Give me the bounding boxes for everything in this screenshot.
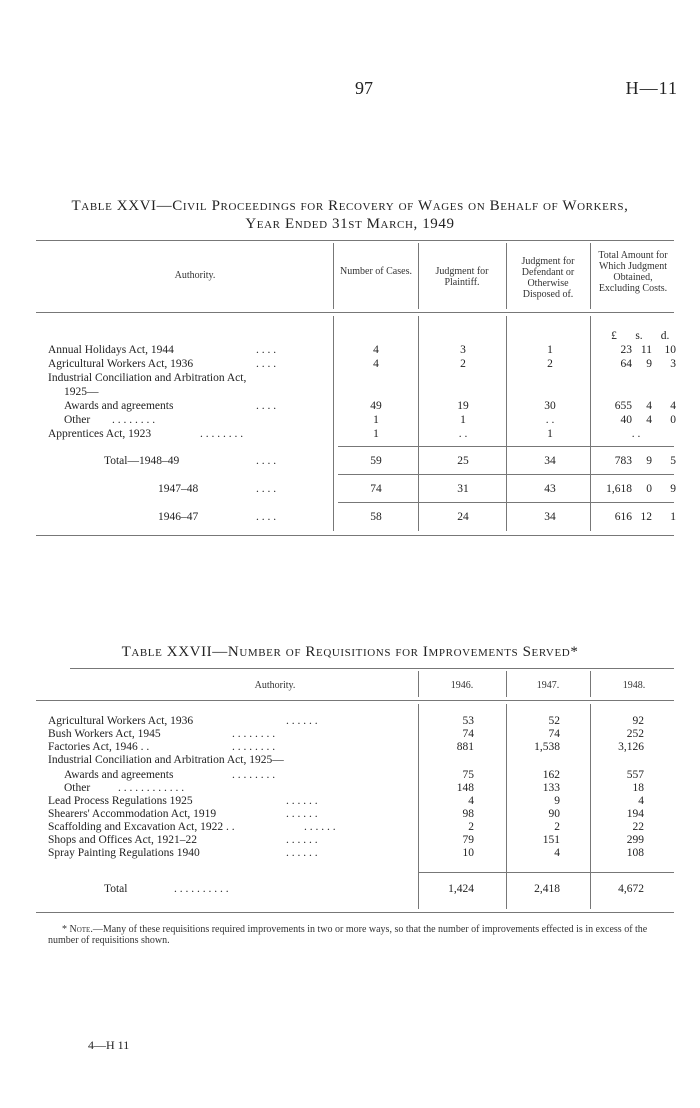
leader-dots: . . . . bbox=[256, 455, 277, 467]
cell-pounds: 655 bbox=[614, 400, 632, 412]
cell-pounds: 616 bbox=[614, 511, 632, 523]
cell-cases: 49 bbox=[370, 400, 382, 412]
column-divider bbox=[418, 671, 419, 697]
cell-1947: 9 bbox=[554, 795, 560, 807]
table-bottom-rule bbox=[36, 912, 674, 913]
header-authority: Authority. bbox=[174, 270, 216, 281]
cell-shillings: 9 bbox=[646, 358, 652, 370]
cell-plaintiff: . . bbox=[458, 428, 468, 440]
column-divider bbox=[418, 704, 419, 909]
cell-pounds: 783 bbox=[614, 455, 632, 467]
leader-dots: . . . . bbox=[256, 400, 277, 412]
leader-dots: . . . . . . . . bbox=[200, 428, 244, 440]
footnote-text: —Many of these requisitions required improvements in two or more ways, so that the number of improvements effected is in excess of the number of requisitions shown. bbox=[48, 924, 648, 946]
leader-dots: . . . . bbox=[256, 483, 277, 495]
cell-pence: 3 bbox=[670, 358, 676, 370]
cell-cases: 1 bbox=[373, 414, 379, 426]
cell-1946: 148 bbox=[456, 782, 474, 794]
row-label: Spray Painting Regulations 1940 bbox=[48, 847, 200, 859]
column-divider bbox=[590, 316, 591, 531]
row-label: Other bbox=[64, 782, 91, 794]
row-label: Awards and agreements bbox=[64, 769, 174, 781]
cell-pounds: . . bbox=[631, 428, 641, 440]
cell-defendant: 30 bbox=[544, 400, 556, 412]
cell-cases: 59 bbox=[370, 455, 382, 467]
cell-1947: 1,538 bbox=[534, 741, 560, 753]
column-divider bbox=[590, 671, 591, 697]
total-label: Total—1948–49 bbox=[104, 455, 180, 467]
cell-1946: 79 bbox=[462, 834, 474, 846]
header-bottom-rule bbox=[36, 312, 674, 313]
column-divider bbox=[506, 704, 507, 909]
cell-1947: 52 bbox=[548, 715, 560, 727]
leader-dots: . . . . bbox=[256, 511, 277, 523]
currency-pounds: £ bbox=[611, 330, 617, 342]
cell-shillings: 12 bbox=[640, 511, 652, 523]
cell-1947: 2,418 bbox=[534, 883, 560, 895]
cell-1948: 3,126 bbox=[618, 741, 644, 753]
total-label: Total bbox=[104, 883, 128, 895]
column-divider bbox=[418, 316, 419, 531]
cell-cases: 1 bbox=[373, 428, 379, 440]
row-label: Bush Workers Act, 1945 bbox=[48, 728, 161, 740]
cell-shillings: 4 bbox=[646, 400, 652, 412]
column-divider bbox=[506, 316, 507, 531]
header-1946: 1946. bbox=[450, 680, 474, 691]
table-top-rule bbox=[70, 668, 674, 669]
cell-1946: 10 bbox=[462, 847, 474, 859]
cell-defendant: 34 bbox=[544, 511, 556, 523]
cell-1947: 2 bbox=[554, 821, 560, 833]
table-top-rule bbox=[36, 240, 674, 241]
cell-cases: 4 bbox=[373, 358, 379, 370]
header-1947: 1947. bbox=[536, 680, 560, 691]
totals-rule bbox=[338, 474, 674, 475]
leader-dots: . . . . . . . . bbox=[232, 741, 276, 753]
currency-shillings: s. bbox=[635, 330, 643, 342]
leader-dots: . . . . . . . . bbox=[232, 728, 276, 740]
cell-shillings: 0 bbox=[646, 483, 652, 495]
row-label: Industrial Conciliation and Arbitration Act, 1925— bbox=[48, 754, 284, 766]
cell-pence: 0 bbox=[670, 414, 676, 426]
row-label: Factories Act, 1946 . . bbox=[48, 741, 150, 753]
cell-pence: 5 bbox=[670, 455, 676, 467]
cell-defendant: 1 bbox=[547, 428, 553, 440]
cell-defendant: . . bbox=[545, 414, 555, 426]
cell-1946: 74 bbox=[462, 728, 474, 740]
footnote bbox=[48, 924, 674, 946]
row-label: Lead Process Regulations 1925 bbox=[48, 795, 193, 807]
cell-1946: 1,424 bbox=[448, 883, 474, 895]
row-label: Scaffolding and Excavation Act, 1922 . . bbox=[48, 821, 235, 833]
row-label: Industrial Conciliation and Arbitration Act, bbox=[48, 372, 247, 384]
cell-1948: 108 bbox=[626, 847, 644, 859]
currency-pence: d. bbox=[660, 330, 670, 342]
leader-dots: . . . . . . . . bbox=[112, 414, 156, 426]
cell-1948: 194 bbox=[626, 808, 644, 820]
totals-rule bbox=[338, 446, 674, 447]
header-total-amount: Total Amount for Which Judgment Obtained, Excluding Costs. bbox=[598, 250, 668, 294]
cell-1948: 557 bbox=[626, 769, 644, 781]
cell-pence: 1 bbox=[670, 511, 676, 523]
cell-plaintiff: 2 bbox=[460, 358, 466, 370]
column-divider bbox=[418, 243, 419, 309]
cell-plaintiff: 31 bbox=[457, 483, 469, 495]
leader-dots: . . . . . . . . . . . . bbox=[118, 782, 185, 794]
cell-pounds: 1,618 bbox=[606, 483, 632, 495]
cell-cases: 4 bbox=[373, 344, 379, 356]
column-divider bbox=[506, 671, 507, 697]
leader-dots: . . . . bbox=[256, 358, 277, 370]
sheet-signature: 4—H 11 bbox=[88, 1038, 130, 1052]
cell-cases: 74 bbox=[370, 483, 382, 495]
column-divider bbox=[333, 316, 334, 531]
cell-1947: 4 bbox=[554, 847, 560, 859]
cell-pounds: 40 bbox=[620, 414, 632, 426]
leader-dots: . . . . . . bbox=[286, 715, 318, 727]
cell-defendant: 1 bbox=[547, 344, 553, 356]
cell-plaintiff: 1 bbox=[460, 414, 466, 426]
table-xxvi-title-line1: Table XXVI—Civil Proceedings for Recovery of Wages on Behalf of Workers, bbox=[71, 198, 629, 214]
total-label: 1946–47 bbox=[158, 511, 199, 523]
header-judgment-defendant: Judgment for Defendant or Otherwise Disposed of. bbox=[521, 256, 575, 300]
cell-1948: 4 bbox=[638, 795, 644, 807]
cell-plaintiff: 19 bbox=[457, 400, 469, 412]
row-label: Agricultural Workers Act, 1936 bbox=[48, 715, 194, 727]
cell-defendant: 2 bbox=[547, 358, 553, 370]
cell-1948: 22 bbox=[632, 821, 644, 833]
cell-plaintiff: 25 bbox=[457, 455, 469, 467]
cell-pence: 9 bbox=[670, 483, 676, 495]
leader-dots: . . . . . . bbox=[286, 834, 318, 846]
row-label: 1925— bbox=[64, 386, 99, 398]
cell-pence: 4 bbox=[670, 400, 676, 412]
cell-plaintiff: 24 bbox=[457, 511, 469, 523]
table-xxvii-title: Table XXVII—Number of Requisitions for Improvements Served* bbox=[121, 644, 579, 660]
header-number-of-cases: Number of Cases. bbox=[340, 266, 412, 277]
leader-dots: . . . . . . . . . . bbox=[174, 883, 229, 895]
cell-pounds: 64 bbox=[620, 358, 632, 370]
header-bottom-rule bbox=[36, 700, 674, 701]
leader-dots: . . . . . . bbox=[286, 808, 318, 820]
table-bottom-rule bbox=[36, 535, 674, 536]
cell-1946: 2 bbox=[468, 821, 474, 833]
cell-shillings: 4 bbox=[646, 414, 652, 426]
cell-1947: 151 bbox=[542, 834, 560, 846]
column-divider bbox=[590, 704, 591, 909]
page-reference: H—11 bbox=[625, 78, 678, 98]
total-rule bbox=[418, 872, 674, 873]
footnote-mark: * Note. bbox=[62, 924, 93, 935]
cell-1946: 98 bbox=[462, 808, 474, 820]
cell-1948: 4,672 bbox=[618, 883, 644, 895]
column-divider bbox=[506, 243, 507, 309]
leader-dots: . . . . bbox=[256, 344, 277, 356]
header-1948: 1948. bbox=[622, 680, 646, 691]
table-xxvi-title-line2: Year Ended 31st March, 1949 bbox=[245, 216, 455, 232]
row-label: Other bbox=[64, 414, 91, 426]
cell-1948: 299 bbox=[626, 834, 644, 846]
cell-1946: 4 bbox=[468, 795, 474, 807]
row-label: Apprentices Act, 1923 bbox=[48, 428, 152, 440]
cell-defendant: 34 bbox=[544, 455, 556, 467]
cell-1948: 92 bbox=[632, 715, 644, 727]
cell-1948: 252 bbox=[626, 728, 644, 740]
cell-cases: 58 bbox=[370, 511, 382, 523]
cell-1946: 881 bbox=[456, 741, 474, 753]
cell-1947: 162 bbox=[542, 769, 560, 781]
row-label: Agricultural Workers Act, 1936 bbox=[48, 358, 194, 370]
header-judgment-plaintiff: Judgment for Plaintiff. bbox=[435, 266, 489, 288]
cell-shillings: 9 bbox=[646, 455, 652, 467]
cell-1947: 90 bbox=[548, 808, 560, 820]
leader-dots: . . . . . . . . bbox=[232, 769, 276, 781]
cell-plaintiff: 3 bbox=[460, 344, 466, 356]
cell-pence: 10 bbox=[664, 344, 676, 356]
cell-pounds: 23 bbox=[620, 344, 632, 356]
cell-1946: 75 bbox=[462, 769, 474, 781]
cell-defendant: 43 bbox=[544, 483, 556, 495]
leader-dots: . . . . . . bbox=[286, 847, 318, 859]
row-label: Shearers' Accommodation Act, 1919 bbox=[48, 808, 217, 820]
cell-1947: 133 bbox=[542, 782, 560, 794]
cell-shillings: 11 bbox=[640, 344, 652, 356]
page-number: 97 bbox=[355, 78, 373, 98]
cell-1947: 74 bbox=[548, 728, 560, 740]
row-label: Annual Holidays Act, 1944 bbox=[48, 344, 174, 356]
leader-dots: . . . . . . bbox=[304, 821, 336, 833]
row-label: Shops and Offices Act, 1921–22 bbox=[48, 834, 197, 846]
leader-dots: . . . . . . bbox=[286, 795, 318, 807]
row-label: Awards and agreements bbox=[64, 400, 174, 412]
totals-rule bbox=[338, 502, 674, 503]
cell-1946: 53 bbox=[462, 715, 474, 727]
column-divider bbox=[333, 243, 334, 309]
header-authority: Authority. bbox=[254, 680, 296, 691]
column-divider bbox=[590, 243, 591, 309]
total-label: 1947–48 bbox=[158, 483, 199, 495]
cell-1948: 18 bbox=[632, 782, 644, 794]
